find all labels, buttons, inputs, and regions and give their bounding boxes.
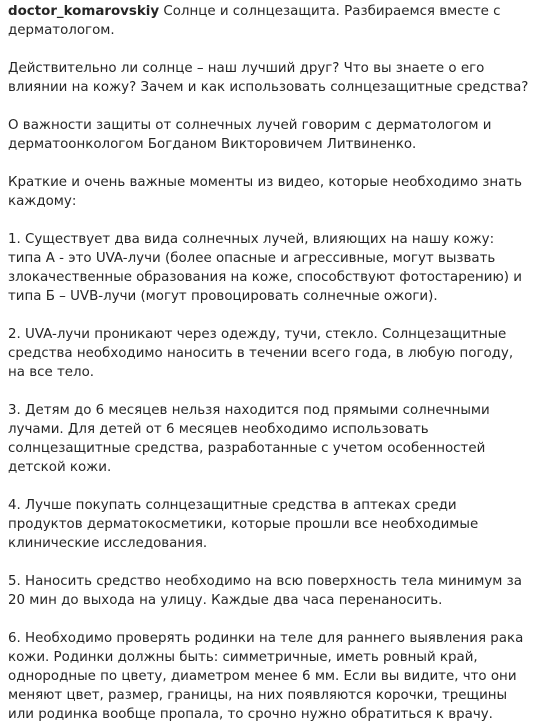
caption-paragraph: 2. UVA-лучи проникают через одежду, тучи, стекло. Солнцезащитные средства необходимо наносить в течении всего года, в любую погоду, на все тело. <box>8 327 514 380</box>
caption-paragraph: 4. Лучше покупать солнцезащитные средства в аптеках среди продуктов дерматокосметики, которые прошли все необходимые клинические исследования. <box>8 498 479 551</box>
caption-paragraph: 5. Наносить средство необходимо на всю поверхность тела минимум за 20 мин до выхода на улицу. Каждые два часа перенаносить. <box>8 574 522 608</box>
caption-paragraph: О важности защиты от солнечных лучей говорим с дерматологом и дерматоонкологом Богданом Викторовичем Литвиненко. <box>8 118 492 152</box>
caption-paragraph: 3. Детям до 6 месяцев нельзя находится под прямыми солнечными лучами. Для детей от 6 месяцев необходимо использовать солнцезащитные средства, разработанные с учетом особенностей детской кожи. <box>8 403 490 475</box>
caption-paragraph: Краткие и очень важные моменты из видео, которые необходимо знать каждому: <box>8 175 523 209</box>
caption-paragraph: 6. Необходимо проверять родинки на теле для раннего выявления рака кожи. Родинки должны быть: симметричные, иметь ровный край, однородные по цвету, диаметром менее 6 мм. Если вы видите, что они меняют цвет, размер, границы, на них появляются корочки, трещины или родинка вообще пропала, то срочно нужно обратиться к врачу. <box>8 631 524 722</box>
caption-paragraph: 1. Существует два вида солнечных лучей, влияющих на нашу кожу: типа А - это UVA-лучи (более опасные и агрессивные, могут вызвать злокачественные образования на коже, способствуют фотостарению) и типа Б – UVB-лучи (могут провоцировать солнечные ожоги). <box>8 232 522 304</box>
username-link[interactable]: doctor_komarovskiy <box>8 4 160 19</box>
caption-paragraph: Действительно ли солнце – наш лучший друг? Что вы знаете о его влиянии на кожу? Зачем и как использовать солнцезащитные средства? <box>8 61 529 95</box>
post-caption <box>0 2 536 724</box>
caption-intro <box>8 2 530 40</box>
caption-intro-text: Солнце и солнцезащита. Разбираемся вместе с дерматологом. <box>8 4 501 38</box>
